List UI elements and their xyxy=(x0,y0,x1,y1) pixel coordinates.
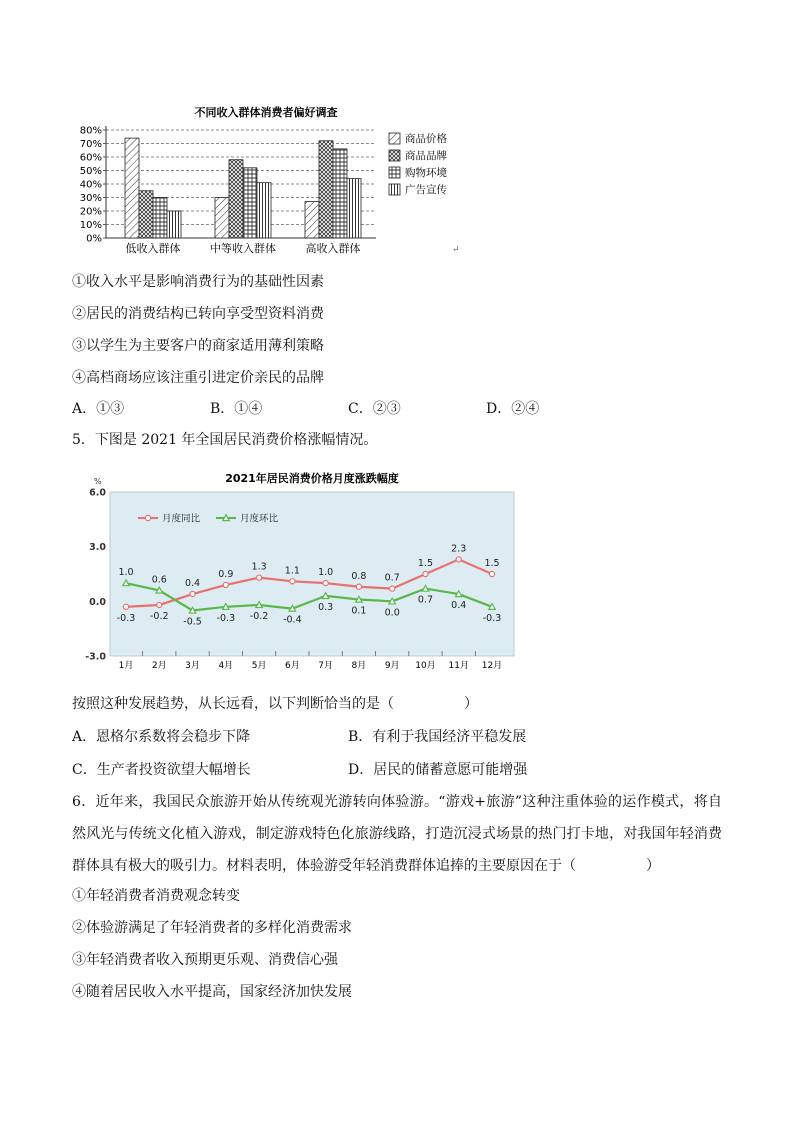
chart2-point xyxy=(157,602,162,607)
chart2-data-label: 1.1 xyxy=(284,565,300,577)
chart2-point xyxy=(423,571,428,576)
chart2-data-label: 0.4 xyxy=(184,578,201,590)
chart2-legend-label: 月度环比 xyxy=(240,513,279,525)
income-preference-chart xyxy=(66,96,466,261)
chart2-point xyxy=(456,557,461,562)
chart1-legend-label: 商品价格 xyxy=(405,133,447,145)
chart2-data-label: -0.3 xyxy=(116,612,136,624)
chart2-data-label: 1.3 xyxy=(251,561,267,573)
chart1-bar xyxy=(305,202,319,238)
chart1-category-label: 高收入群体 xyxy=(305,242,361,255)
chart1-legend-swatch xyxy=(389,184,400,195)
chart2-data-label: 0.9 xyxy=(218,568,234,580)
chart1-bar xyxy=(139,191,153,238)
chart2-category-label: 12月 xyxy=(481,661,503,671)
q5-stem: 5．下图是 2021 年全国居民消费价格涨幅情况。 xyxy=(72,432,378,448)
chart2-data-label: -0.3 xyxy=(482,612,502,624)
chart2-category-label: 6月 xyxy=(284,661,300,671)
q4-answer-d: D．②④ xyxy=(486,401,540,417)
chart2-category-label: 2月 xyxy=(151,661,167,671)
chart1-ytick-label: 30% xyxy=(79,193,102,204)
q4-option-2: ②居民的消费结构已转向享受型资料消费 xyxy=(72,306,324,322)
q6-option-1: ①年轻消费者消费观念转变 xyxy=(72,888,240,904)
q6-option-3: ③年轻消费者收入预期更乐观、消费信心强 xyxy=(72,952,338,968)
chart2-point xyxy=(356,584,361,589)
chart2-category-label: 3月 xyxy=(185,661,200,671)
chart2-data-label: 0.3 xyxy=(318,601,334,613)
chart2-category-label: 7月 xyxy=(318,661,334,671)
chart1-ytick-label: 50% xyxy=(79,166,102,177)
q6-option-2: ②体验游满足了年轻消费者的多样化消费需求 xyxy=(72,920,352,936)
chart1-bar xyxy=(319,141,333,238)
chart2-category-label: 9月 xyxy=(384,661,400,671)
chart1-bar xyxy=(347,179,361,238)
chart1-legend-swatch xyxy=(389,150,400,161)
q5-answer-c: C．生产者投资欲望大幅增长 xyxy=(72,762,251,778)
chart1-bar xyxy=(153,198,167,239)
q4-option-4: ④高档商场应该注重引进定价亲民的品牌 xyxy=(72,370,324,386)
chart1-bar xyxy=(167,211,181,238)
chart2-data-label: 2.3 xyxy=(451,543,467,555)
chart2-category-label: 4月 xyxy=(218,661,234,671)
chart1-bar xyxy=(243,168,257,238)
income-preference-chart-svg xyxy=(66,96,466,261)
q5-answer-d: D．居民的储蓄意愿可能增强 xyxy=(348,762,528,778)
chart2-data-label: -0.5 xyxy=(183,616,202,628)
chart1-category-label: 低收入群体 xyxy=(125,242,181,255)
q4-answer-b: B．①④ xyxy=(210,401,263,417)
chart1-bar xyxy=(215,198,229,239)
chart2-data-label: 0.7 xyxy=(384,572,400,584)
chart1-bar xyxy=(125,138,139,238)
chart1-ytick-label: 70% xyxy=(79,139,102,150)
chart1-legend-swatch xyxy=(389,167,400,178)
q6-option-4: ④随着居民收入水平提高，国家经济加快发展 xyxy=(72,984,352,1000)
chart1-legend-swatch xyxy=(389,133,400,144)
chart2-category-label: 5月 xyxy=(251,661,267,671)
chart2-point xyxy=(290,579,295,584)
q4-answer-a: A．①③ xyxy=(72,401,125,417)
q5-answer-b: B．有利于我国经济平稳发展 xyxy=(348,729,527,745)
chart2-unit: % xyxy=(94,477,102,486)
chart2-category-label: 1月 xyxy=(118,661,134,671)
chart2-ytick-label: 0.0 xyxy=(89,596,106,608)
q5-question: 按照这种发展趋势，从长远看，以下判断恰当的是（ ） xyxy=(72,696,478,712)
chart2-category-label: 8月 xyxy=(351,661,367,671)
chart2-data-label: -0.2 xyxy=(149,610,169,622)
chart1-category-label: 中等收入群体 xyxy=(210,242,276,255)
return-mark: ↵ xyxy=(452,245,460,255)
q4-option-1: ①收入水平是影响消费行为的基础性因素 xyxy=(72,274,324,290)
chart2-data-label: 1.5 xyxy=(484,558,500,569)
chart2-data-label: 1.0 xyxy=(118,567,134,579)
chart2-ytick-label: 3.0 xyxy=(89,542,106,554)
chart2-point xyxy=(190,591,195,596)
chart2-ytick-label: -3.0 xyxy=(85,651,106,663)
chart1-ytick-label: 0% xyxy=(86,233,102,245)
chart1-legend-label: 广告宣传 xyxy=(405,184,447,196)
chart2-data-label: -0.3 xyxy=(216,612,236,624)
chart2-data-label: 0.0 xyxy=(384,607,400,619)
chart2-data-label: 0.4 xyxy=(451,600,467,612)
chart2-data-label: 1.5 xyxy=(417,558,434,569)
cpi-line-chart-svg xyxy=(66,464,516,674)
chart2-data-label: 0.1 xyxy=(351,605,367,617)
chart2-data-label: -0.2 xyxy=(249,610,269,622)
chart2-ytick-label: 6.0 xyxy=(89,487,106,499)
q6-stem: 6．近年来，我国民众旅游开始从传统观光游转向体验游。“游戏+旅游”这种注重体验的运作模式，将自然风光与传统文化植入游戏，制定游戏特色化旅游线路，打造沉浸式场景的热门打卡地，对我国年轻消费群体具有极大的吸引力。材料表明，体验游受年轻消费群体追捧的主要原因在于（ ） xyxy=(72,794,722,874)
chart2-category-label: 10月 xyxy=(415,661,436,671)
chart2-legend-label: 月度同比 xyxy=(162,513,201,525)
chart2-point xyxy=(390,586,395,591)
q4-option-3: ③以学生为主要客户的商家适用薄利策略 xyxy=(72,338,324,354)
chart1-ytick-label: 80% xyxy=(79,125,102,137)
q5-answer-a: A．恩格尔系数将会稳步下降 xyxy=(72,729,251,745)
chart1-bar xyxy=(229,160,243,238)
chart2-title: 2021年居民消费价格月度涨跌幅度 xyxy=(225,472,399,485)
chart2-data-label: 0.7 xyxy=(417,594,434,606)
chart2-point xyxy=(489,571,494,576)
chart1-bar xyxy=(257,183,271,238)
chart1-ytick-label: 10% xyxy=(79,220,102,231)
chart2-data-label: 0.6 xyxy=(151,574,167,586)
chart2-point xyxy=(323,581,328,586)
chart1-ytick-label: 40% xyxy=(79,179,102,191)
chart2-legend-marker xyxy=(145,515,150,520)
chart2-point xyxy=(223,582,228,587)
q4-answer-c: C．②③ xyxy=(348,401,401,417)
chart2-point xyxy=(123,604,128,609)
chart1-title: 不同收入群体消费者偏好调查 xyxy=(194,106,338,119)
chart2-category-label: 11月 xyxy=(448,661,469,671)
chart1-legend-label: 商品品牌 xyxy=(405,150,447,162)
chart2-data-label: 1.0 xyxy=(318,567,334,579)
cpi-line-chart xyxy=(66,464,516,674)
chart1-bar xyxy=(333,149,347,238)
chart1-ytick-label: 20% xyxy=(79,206,102,218)
chart2-data-label: 0.8 xyxy=(351,570,367,582)
chart1-ytick-label: 60% xyxy=(79,152,102,164)
chart1-legend-label: 购物环境 xyxy=(405,167,447,179)
chart2-data-label: -0.4 xyxy=(283,614,302,626)
chart2-point xyxy=(256,575,261,580)
